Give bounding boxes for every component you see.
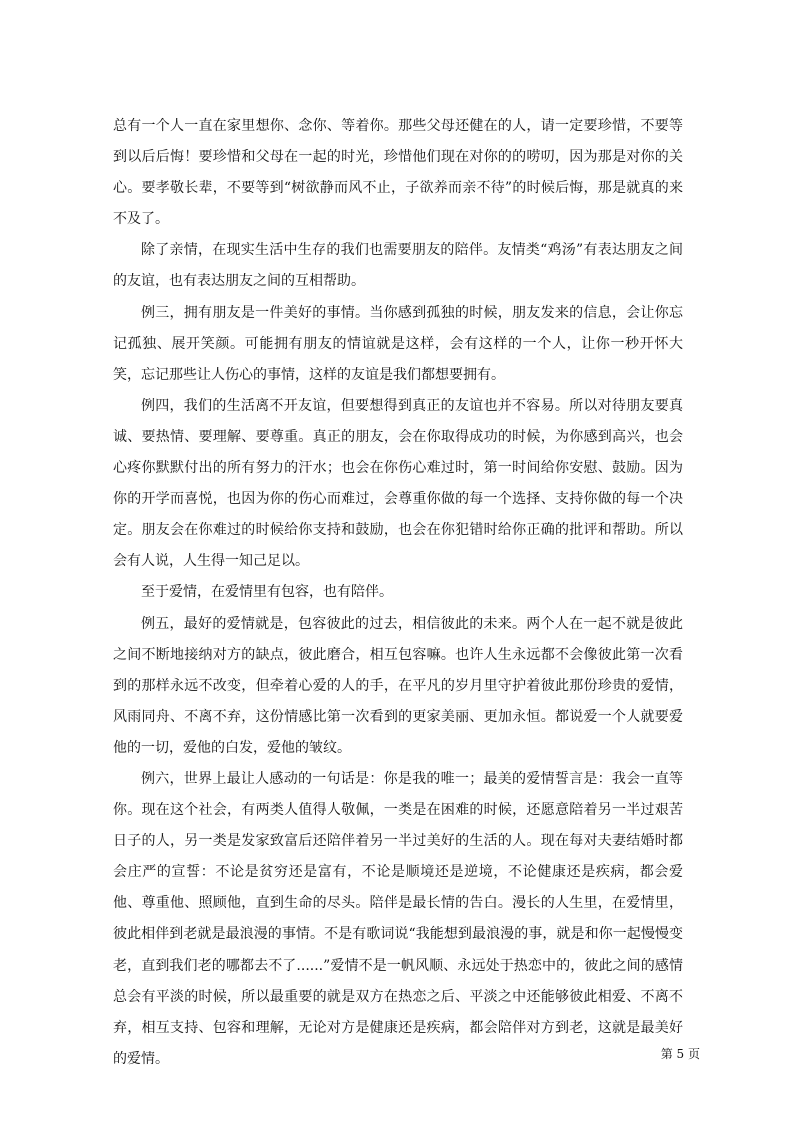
- paragraph-friendship-intro: [113, 235, 683, 297]
- paragraph-text: 因为你的开学而喜悦，也因为你的伤心而难过，会尊重你做的每一个选择、支持你做的每一个决定。朋友会在你难过的时候给你支持和鼓励，也会在你犯错时给你正确的批评和帮助。所以会有人说，人生得一知己足以。: [113, 460, 684, 570]
- paragraph-parents-continuation: [113, 111, 683, 235]
- paragraph-text: 除了亲情，在现实生活中生存的我们也需要朋友的陪伴。友情类“鸡汤”有表达朋友之间的友谊，也有表达朋友之间的互相帮助。: [113, 242, 683, 290]
- paragraph-text: 两个人在一起不就是彼此之间不断地接纳对方的缺点，彼此磨合，相互包容嘛。也许人生永远都不会像彼此第一次看到的那样永远不改变，但牵着心爱的人的手，在平凡的岁月里守护着彼此那份珍贵的爱情，风雨同舟、不离不弃，这份情感比第一次看到的更家美丽、更加永恒。都说爱一个人就要爱他的一切，爱他的白发，爱他的皱纹。: [113, 615, 683, 756]
- paragraph-text: 可能拥有朋友的情谊就是这样，会有这样的一个人，让你一秒开怀大笑，忘记那些让人伤心的事情，这样的友谊是我们都想要拥有。: [113, 335, 684, 383]
- paragraph-love-intro: [113, 577, 683, 608]
- paragraph-example-5: [113, 609, 683, 764]
- page-number: 第 5 页: [660, 1047, 700, 1061]
- paragraph-example-6: [113, 764, 683, 1075]
- document-body: [113, 111, 683, 1075]
- paragraph-text-emphasis: 总有一个人一直在家里想你、念你、等着你。那些父母还健在的人，请一定要珍惜，不要等到以后后悔！: [113, 118, 683, 166]
- paragraph-text-emphasis: 例六，世界上最让人感动的一句话是：你是我的唯一；最美的爱情誓言是：我会一直等你。现在这个社会，有两类人值得人敬佩，一类是在困难的时候，还愿意陪着另一半过艰苦日子的人，另一类是发家致富后还陪伴着另一半过美好的生活的人。: [113, 770, 683, 850]
- paragraph-text-emphasis: 例四，我们的生活离不开友谊，但要想得到真正的友谊也并不容易。所以对待朋友要真诚、要热情、要理解、要尊重。真正的朋友，会在你取得成功的时候，为你感到高兴，也会心疼你默默付出的所有努力的汗水；也会在你伤心难过时，第一时间给你安慰、鼓励。: [113, 397, 683, 477]
- paragraph-text: 至于爱情，在爱情里有包容，也有陪伴。: [141, 584, 393, 601]
- paragraph-example-4: [113, 391, 683, 578]
- paragraph-example-3: [113, 298, 683, 391]
- paragraph-text-emphasis: 例三，拥有朋友是一件美好的事情。当你感到孤独的时候，朋友发来的信息，会让你忘记孤独、展开笑颜。: [113, 304, 683, 352]
- paragraph-text: 现在每对夫妻结婚时都会庄严的宣誓：不论是贫穷还是富有，不论是顺境还是逆境，不论健康还是疾病，都会爱他、尊重他、照顾他，直到生命的尽头。陪伴是最长情的告白。漫长的人生里，在爱情里，彼此相伴到老就是最浪漫的事情。不是有歌词说“我能想到最浪漫的事，就是和你一起慢慢变老，直到我们老的哪都去不了......”爱情不是一帆风顺、永远处于热恋中的，彼此之间的感情总会有平淡的时候，所以最重要的就是双方在热恋之后、平淡之中还能够彼此相爱、不离不弃，相互支持、包容和理解，无论对方是健康还是疾病，都会陪伴对方到老，这就是最美好的爱情。: [113, 833, 684, 1067]
- paragraph-text: 要珍惜和父母在一起的时光，珍惜他们现在对你的的唠叨，因为那是对你的关心。要孝敬长辈，不要等到“树欲静而风不止，子欲养而亲不待”的时候后悔，那是就真的来不及了。: [113, 149, 684, 228]
- paragraph-text-emphasis: 例五，最好的爱情就是，包容彼此的过去，相信彼此的未来。: [141, 615, 527, 632]
